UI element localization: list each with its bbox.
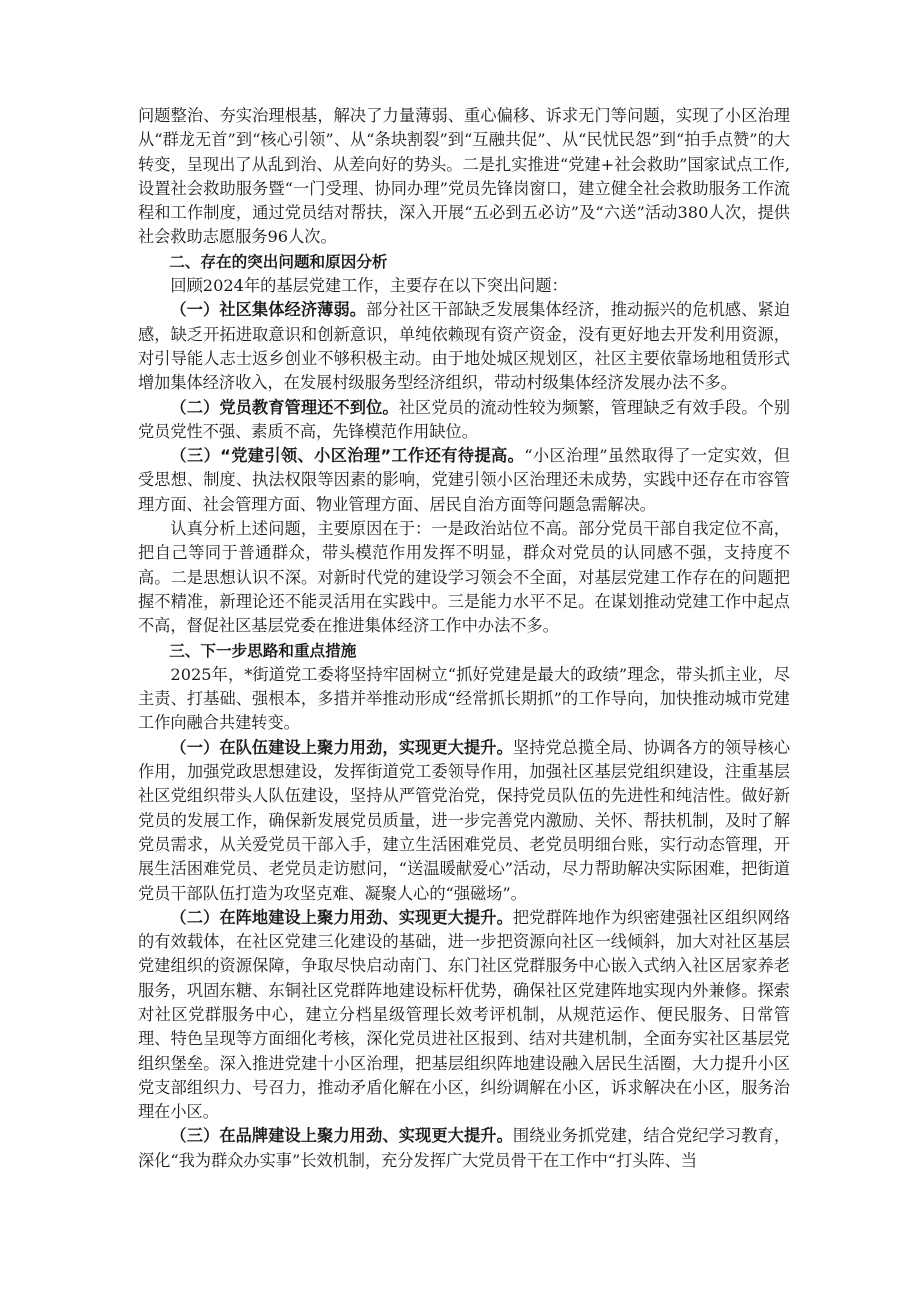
- measure-2-text: 把党群阵地作为织密建强社区组织网络的有效载体，在社区党建三化建设的基础，进一步把资源向社区一线倾斜，加大对社区基层党建组织的资源保障，争取尽快启动南门、东门社区党群服务中心嵌入式纳入社区居家养老服务，巩固东糖、东铜社区党群阵地建设标杆优势，确保社区党建阵地实现内外兼修。探索对社区党群服务中心，建立分档星级管理长效考评机制，从规范运作、便民服务、日常管理、特色呈现等方面细化考核，深化党员进社区报到、结对共建机制，全面夯实社区基层党组织堡垒。深入推进党建十小区治理，把基层组织阵地建设融入居民生活圈，大力提升小区党支部组织力、号召力，推动矛盾化解在小区，纠纷调解在小区，诉求解决在小区，服务治理在小区。: [138, 907, 791, 1122]
- measure-1-text: 坚持党总揽全局、协调各方的领导核心作用，加强党政思想建设，发挥街道党工委领导作用，加强社区基层党组织建设，注重基层社区党组织带头人队伍建设，坚持从严管党治党，保持党员队伍的先进性和纯洁性。做好新党员的发展工作，确保新发展党员质量，进一步完善党内激励、关怀、帮扶机制，及时了解党员需求，从关爱党员干部入手，建立生活困难党员、老党员明细台账，实行动态管理，开展生活困难党员、老党员走访慰问，“送温暖献爱心”活动，尽力帮助解决实际困难，把街道党员干部队伍打造为攻坚克难、凝聚人心的“强磁场”。: [138, 737, 791, 903]
- measure-1-heading: （一）在队伍建设上聚力用劲，实现更大提升。: [170, 737, 513, 757]
- paragraph-2025-plan: 2025年，*街道党工委将坚持牢固树立“抓好党建是最大的政绩”理念，带头抓主业，尽主责、打基础、强根本，多措并举推动形成“经常抓长期抓”的工作导向，加快推动城市党建工作向融合共建转变。: [138, 664, 790, 733]
- section-heading-problems: 二、存在的突出问题和原因分析: [169, 252, 388, 271]
- problem-2-heading: （二）党员教育管理还不到位。: [170, 397, 399, 417]
- paragraph-review: 回顾2024年的基层党建工作，主要存在以下突出问题：: [170, 276, 568, 296]
- problem-3-heading: （三）“党建引领、小区治理”工作还有待提高。: [170, 446, 525, 466]
- problem-1-text: 部分社区干部缺乏发展集体经济，推动振兴的危机感、紧迫感，缺乏开拓进取意识和创新意识，单纯依赖现有资产资金，没有更好地去开发利用资源，对引导能人志士返乡创业不够积极主动。由于地处城区规划区，社区主要依靠场地租赁形式增加集体经济收入，在发展村级服务型经济组织，带动村级集体经济发展办法不多。: [138, 300, 791, 393]
- document-body: [138, 104, 790, 1173]
- paragraph-cause-analysis: 认真分析上述问题，主要原因在于：一是政治站位不高。部分党员干部自我定位不高，把自己等同于普通群众，带头模范作用发挥不明显，群众对党员的认同感不强，支持度不高。二是思想认识不深。对新时代党的建设学习领会不全面，对基层党建工作存在的问题把握不精准，新理论还不能灵活用在实践中。三是能力水平不足。在谋划推动党建工作中起点不高，督促社区基层党委在推进集体经济工作中办法不多。: [138, 519, 790, 636]
- problem-2-text: 社区党员的流动性较为频繁，管理缺乏有效手段。个别党员党性不强、素质不高，先锋模范作用缺位。: [138, 397, 791, 441]
- problem-1-heading: （一）社区集体经济薄弱。: [170, 300, 367, 320]
- paragraph-problem-1: [138, 298, 790, 395]
- problem-3-text: “小区治理”虽然取得了一定实效，但受思想、制度、执法权限等因素的影响，党建引领小区治理还未成势，实践中还存在市容管理方面、社会管理方面、物业管理方面、居民自治方面等问题急需解决。: [138, 446, 790, 514]
- paragraph-measure-1: [138, 736, 790, 906]
- measure-2-heading: （二）在阵地建设上聚力用劲、实现更大提升。: [170, 907, 513, 927]
- paragraph-problem-2: [138, 396, 790, 445]
- measure-3-text: 围绕业务抓党建，结合党纪学习教育，深化“我为群众办实事”长效机制，充分发挥广大党员骨干在工作中“打头阵、当: [138, 1126, 791, 1170]
- paragraph-measure-2: [138, 906, 790, 1125]
- section-heading-next-steps: 三、下一步思路和重点措施: [169, 641, 357, 660]
- measure-3-heading: （三）在品牌建设上聚力用劲、实现更大提升。: [170, 1126, 513, 1146]
- paragraph-continuation: 问题整治、夯实治理根基，解决了力量薄弱、重心偏移、诉求无门等问题，实现了小区治理从“群龙无首”到“核心引领”、从“条块割裂”到“互融共促”、从“民忧民怨”到“拍手点赞”的大转变，呈现出了从乱到治、从差向好的势头。二是扎实推进“党建+社会救助”国家试点工作,设置社会救助服务暨“一门受理、协同办理”党员先锋岗窗口，建立健全社会救助服务工作流程和工作制度，通过党员结对帮扶，深入开展“五必到五必访”及“六送”活动380人次，提供社会救助志愿服务96人次。: [138, 106, 790, 247]
- paragraph-measure-3: [138, 1124, 790, 1173]
- paragraph-problem-3: [138, 444, 790, 517]
